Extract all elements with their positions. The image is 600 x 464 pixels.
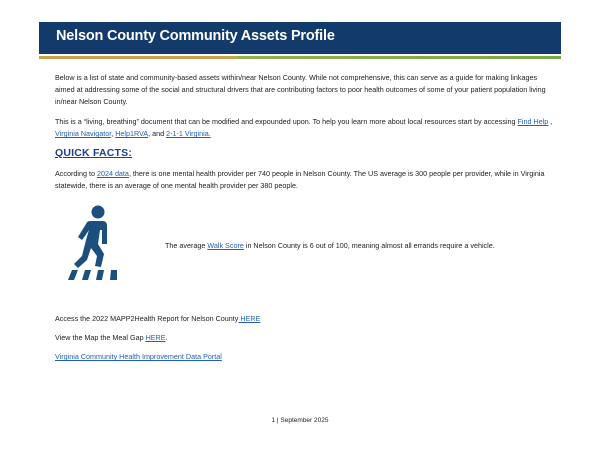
intro-paragraph: Below is a list of state and community-based assets within/near Nelson County. While not comprehensive, this can serve as a guide for making linkages aimed at addressing some of the social and structural drivers that are contributing factors to poor health outcomes of some of your patient population living in/near Nelson County. [55, 73, 546, 106]
meal-gap-here-link[interactable]: HERE [145, 333, 166, 342]
virginia-navigator-link[interactable]: Virginia Navigator [55, 129, 112, 138]
meal-end: . [165, 333, 168, 342]
mapp-report-line [55, 313, 555, 325]
mental-health-post: , there is one mental health provider per 740 people in Nelson County. The US average is 300 people per provider, while in Virginia statewide, there is an average of one mental health provider per 380 people. [55, 169, 545, 190]
page-title: Nelson County Community Assets Profile [56, 28, 335, 44]
separator: , [111, 129, 116, 138]
resources-paragraph [55, 116, 555, 140]
pedestrian-crosswalk-icon [60, 204, 124, 282]
find-help-link[interactable]: Find Help [517, 117, 549, 126]
header-band [39, 22, 561, 54]
mental-health-paragraph [55, 168, 555, 192]
virginia-211-link[interactable]: 2-1-1 Virginia. [166, 129, 211, 138]
mapp-here-link[interactable]: HERE [238, 314, 261, 323]
walk-score-link[interactable]: Walk Score [207, 241, 244, 250]
help1rva-link[interactable]: Help1RVA [115, 129, 149, 138]
meal-gap-line [55, 332, 555, 344]
data-2024-link[interactable]: 2024 data [96, 169, 129, 178]
walk-pre: The average [165, 241, 208, 250]
separator: , and [148, 129, 167, 138]
quick-facts-heading: QUICK FACTS: [55, 147, 133, 159]
mapp-text: Access the 2022 MAPP2Health Report for Nelson County [55, 314, 239, 323]
page-footer: 1 | September 2025 [271, 417, 329, 424]
separator: , [548, 117, 553, 126]
portal-line [55, 351, 555, 363]
walk-post: in Nelson County is 6 out of 100, meaning almost all errands require a vehicle. [243, 241, 495, 250]
mental-health-pre: According to [55, 169, 97, 178]
walk-score-text [165, 241, 495, 250]
meal-text: View the Map the Meal Gap [55, 333, 146, 342]
accent-stripe [39, 56, 561, 59]
resources-text: This is a “living, breathing” document that can be modified and expounded upon. To help you learn more about local resources start by accessing [55, 117, 516, 126]
health-data-portal-link[interactable]: Virginia Community Health Improvement Data Portal [55, 352, 222, 361]
